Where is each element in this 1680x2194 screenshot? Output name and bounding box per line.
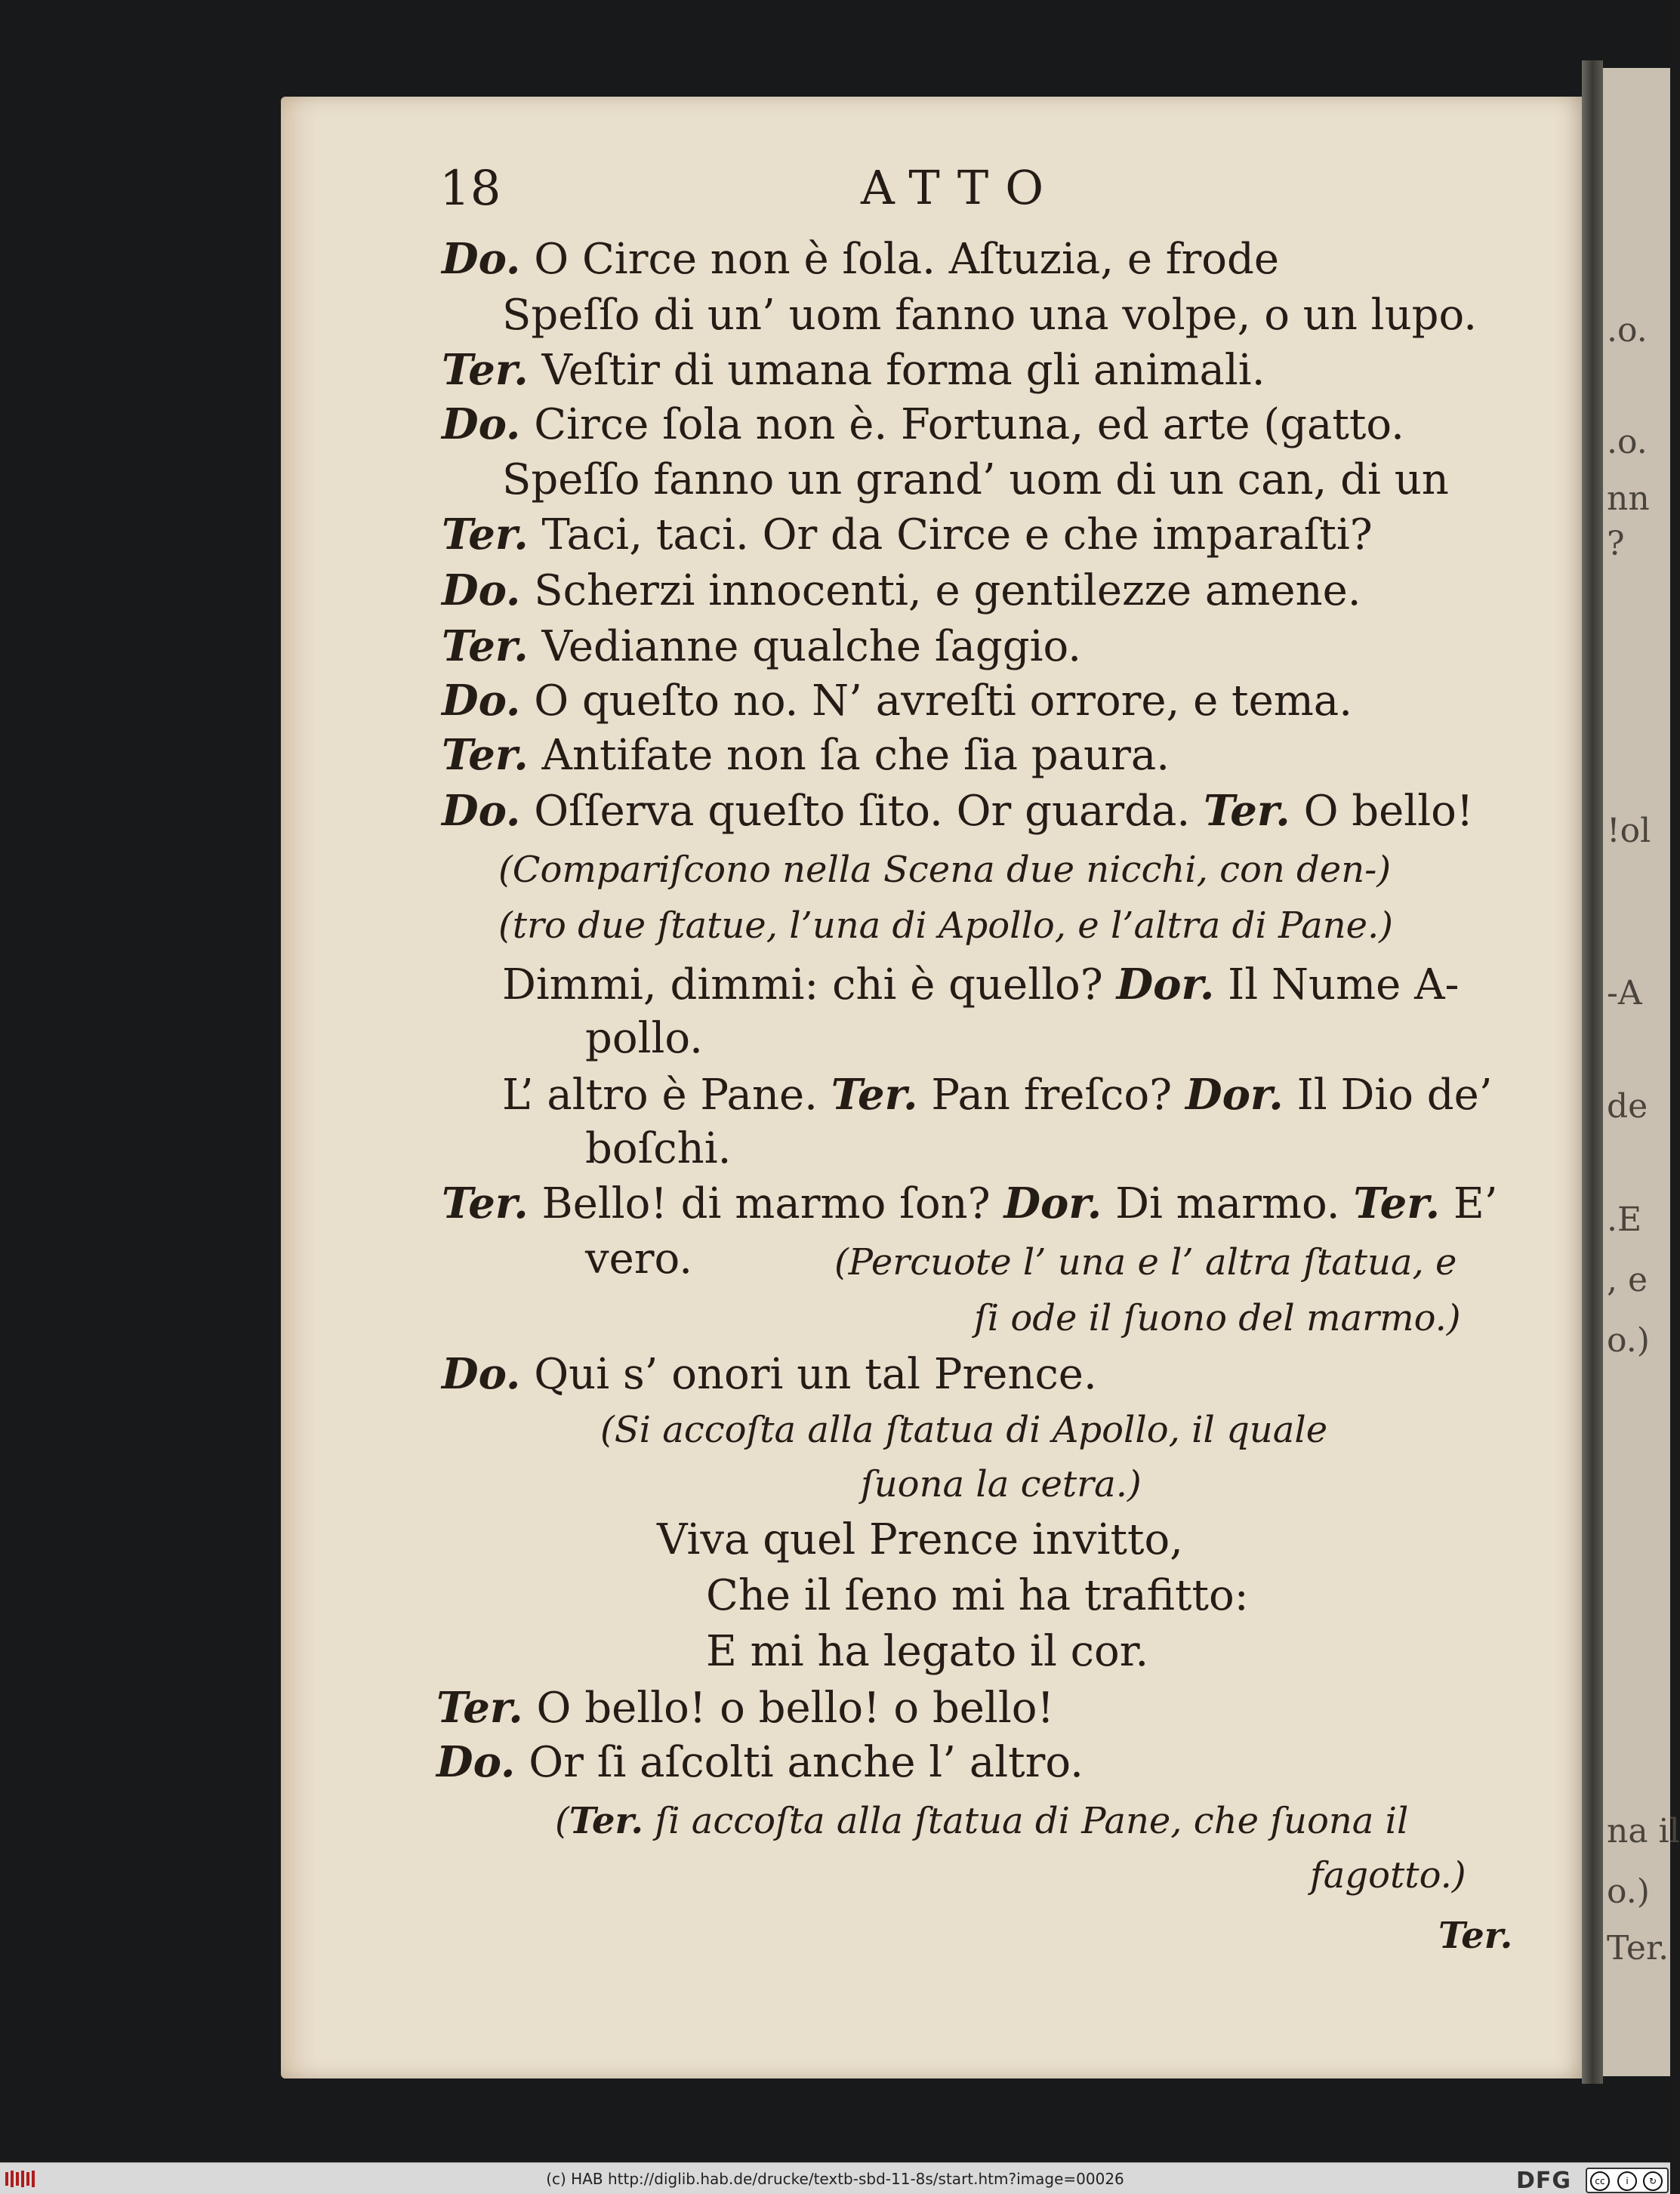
speech: Scherzi innocenti, e gentilezze amene. xyxy=(534,566,1361,615)
ghost-text: o.) xyxy=(1607,1872,1650,1911)
speaker: Ter. xyxy=(442,621,529,671)
catchword: Ter. xyxy=(1438,1915,1513,1957)
speech: Qui s’ onori un tal Prence. xyxy=(534,1350,1097,1399)
ghost-text: na il xyxy=(1607,1812,1680,1850)
stage-direction xyxy=(555,1800,1409,1842)
dialogue-line xyxy=(502,291,1478,340)
copyright-link[interactable]: (c) HAB http://diglib.hab.de/drucke/textb-sbd-11-8s/start.htm?image=00026 xyxy=(546,2170,1124,2188)
ghost-text: Ter. xyxy=(1607,1929,1669,1968)
speech: Speſſo di un’ uom fanno una volpe, o un lupo. xyxy=(502,291,1478,340)
speech: Taci, taci. Or da Circe e che imparaſti? xyxy=(541,510,1373,559)
stage-direction: ſuona la cetra.) xyxy=(861,1463,1142,1505)
speaker: Ter. xyxy=(442,1179,529,1228)
cc-icon: cc xyxy=(1590,2171,1610,2191)
speaker: Ter. xyxy=(1353,1179,1441,1228)
dialogue-line xyxy=(442,510,1373,559)
ghost-text: .o. xyxy=(1607,311,1648,350)
book-gutter xyxy=(1582,60,1603,2084)
song-line: E mi ha legato il cor. xyxy=(706,1627,1149,1676)
dialogue-line xyxy=(442,621,1082,671)
viewer-footer xyxy=(0,2162,1670,2194)
speaker: Do. xyxy=(442,786,521,836)
dialogue-line xyxy=(442,565,1361,615)
dialogue-line xyxy=(436,1737,1084,1787)
speech: Or ſi aſcolti anche l’ altro. xyxy=(529,1738,1084,1787)
dialogue-line xyxy=(442,1179,1498,1228)
speech: Circe ſola non è. Fortuna, ed arte (gatto. xyxy=(534,400,1404,449)
speech: pollo. xyxy=(585,1014,703,1063)
speaker: Do. xyxy=(442,234,521,284)
speech: E’ xyxy=(1453,1179,1498,1228)
speech: L’ altro è Pane. xyxy=(502,1071,818,1120)
song-line: Viva quel Prence invitto, xyxy=(657,1515,1183,1564)
stage-direction: (tro due ſtatue, l’una di Apollo, e l’altra di Pane.) xyxy=(498,904,1394,947)
page-number: 18 xyxy=(439,161,501,217)
speech: O queſto no. N’ avreſti orrore, e tema. xyxy=(534,676,1352,726)
dialogue-line xyxy=(442,730,1170,780)
speaker: Ter. xyxy=(442,510,529,559)
speaker: Ter. xyxy=(1204,786,1290,836)
speaker: Ter. xyxy=(442,345,529,395)
dialogue-line xyxy=(442,1349,1097,1399)
stage-direction: fagotto.) xyxy=(1310,1854,1466,1897)
speech: Il Dio de’ xyxy=(1296,1071,1493,1120)
song-line: Che il ſeno mi ha trafitto: xyxy=(706,1571,1249,1620)
speaker: Dor. xyxy=(1003,1179,1102,1228)
speaker: Dor. xyxy=(1116,960,1215,1009)
speech: Pan freſco? xyxy=(931,1071,1173,1120)
speech: boſchi. xyxy=(585,1124,732,1173)
ghost-text: de xyxy=(1607,1087,1648,1126)
speaker: Dor. xyxy=(1185,1070,1284,1120)
dialogue-line xyxy=(442,234,1280,284)
by-icon: i xyxy=(1617,2171,1637,2191)
speaker: Do. xyxy=(442,565,521,615)
speech: O bello! o bello! o bello! xyxy=(536,1684,1054,1733)
dialogue-line xyxy=(442,676,1352,726)
next-page-edge xyxy=(1603,68,1670,2076)
ghost-text: .o. xyxy=(1607,423,1648,461)
stage-direction: (Percuote l’ una e l’ altra ſtatua, e xyxy=(834,1241,1457,1283)
paren: ( xyxy=(555,1800,569,1842)
speaker: Do. xyxy=(442,1349,521,1399)
speech: O bello! xyxy=(1303,787,1474,836)
dfg-logo: DFG xyxy=(1516,2168,1572,2194)
speaker: Ter. xyxy=(442,730,529,780)
ghost-text: -A xyxy=(1607,974,1642,1012)
speech: Speſſo fanno un grand’ uom di un can, di un xyxy=(502,455,1449,504)
ghost-text: , e xyxy=(1607,1261,1648,1299)
speech: Di marmo. xyxy=(1115,1179,1340,1228)
dialogue-line: vero. xyxy=(585,1234,693,1283)
speech: Dimmi, dimmi: chi è quello? xyxy=(502,960,1103,1009)
dialogue-line xyxy=(585,1124,732,1173)
ghost-text: o.) xyxy=(1607,1321,1650,1360)
speech: Oſſerva queſto ſito. Or guarda. xyxy=(534,787,1191,836)
speaker: Do. xyxy=(442,399,521,449)
speech: O Circe non è ſola. Aſtuzia, e frode xyxy=(534,235,1280,284)
dialogue-line xyxy=(442,399,1404,449)
dialogue-line xyxy=(442,786,1474,836)
ghost-text: ? xyxy=(1607,525,1625,563)
speaker: Ter. xyxy=(569,1800,644,1842)
cc-license-badge[interactable] xyxy=(1586,2168,1669,2193)
speech: Vedianne qualche ſaggio. xyxy=(541,622,1082,671)
speaker: Do. xyxy=(436,1737,516,1787)
speaker: Do. xyxy=(442,676,521,726)
stage-direction: ſi ode il ſuono del marmo.) xyxy=(974,1297,1461,1339)
dialogue-line xyxy=(502,960,1460,1009)
dialogue-line xyxy=(502,455,1449,504)
ghost-text: .E xyxy=(1607,1200,1642,1239)
dialogue-line xyxy=(442,345,1265,395)
stage-direction: (Compariſcono nella Scena due nicchi, con den-) xyxy=(498,849,1392,891)
dialogue-line xyxy=(502,1070,1493,1120)
speech: Veſtir di umana forma gli animali. xyxy=(541,346,1265,395)
running-header: ATTO xyxy=(861,160,1061,215)
speech: Il Nume A- xyxy=(1228,960,1460,1009)
ghost-text: !ol xyxy=(1607,812,1651,850)
stage-direction: (Si accoſta alla ſtatua di Apollo, il quale xyxy=(600,1409,1328,1451)
speech: Antifate non ſa che ſia paura. xyxy=(541,731,1170,780)
sa-icon: ↻ xyxy=(1643,2171,1663,2191)
speaker: Ter. xyxy=(831,1070,918,1120)
speaker: Ter. xyxy=(436,1683,523,1733)
speech: Bello! di marmo ſon? xyxy=(541,1179,991,1228)
dialogue-line xyxy=(436,1683,1054,1733)
stage-text: ſi accoſta alla ſtatua di Pane, che ſuona il xyxy=(655,1800,1409,1842)
dialogue-line xyxy=(585,1014,703,1063)
ghost-text: nn xyxy=(1607,479,1650,518)
